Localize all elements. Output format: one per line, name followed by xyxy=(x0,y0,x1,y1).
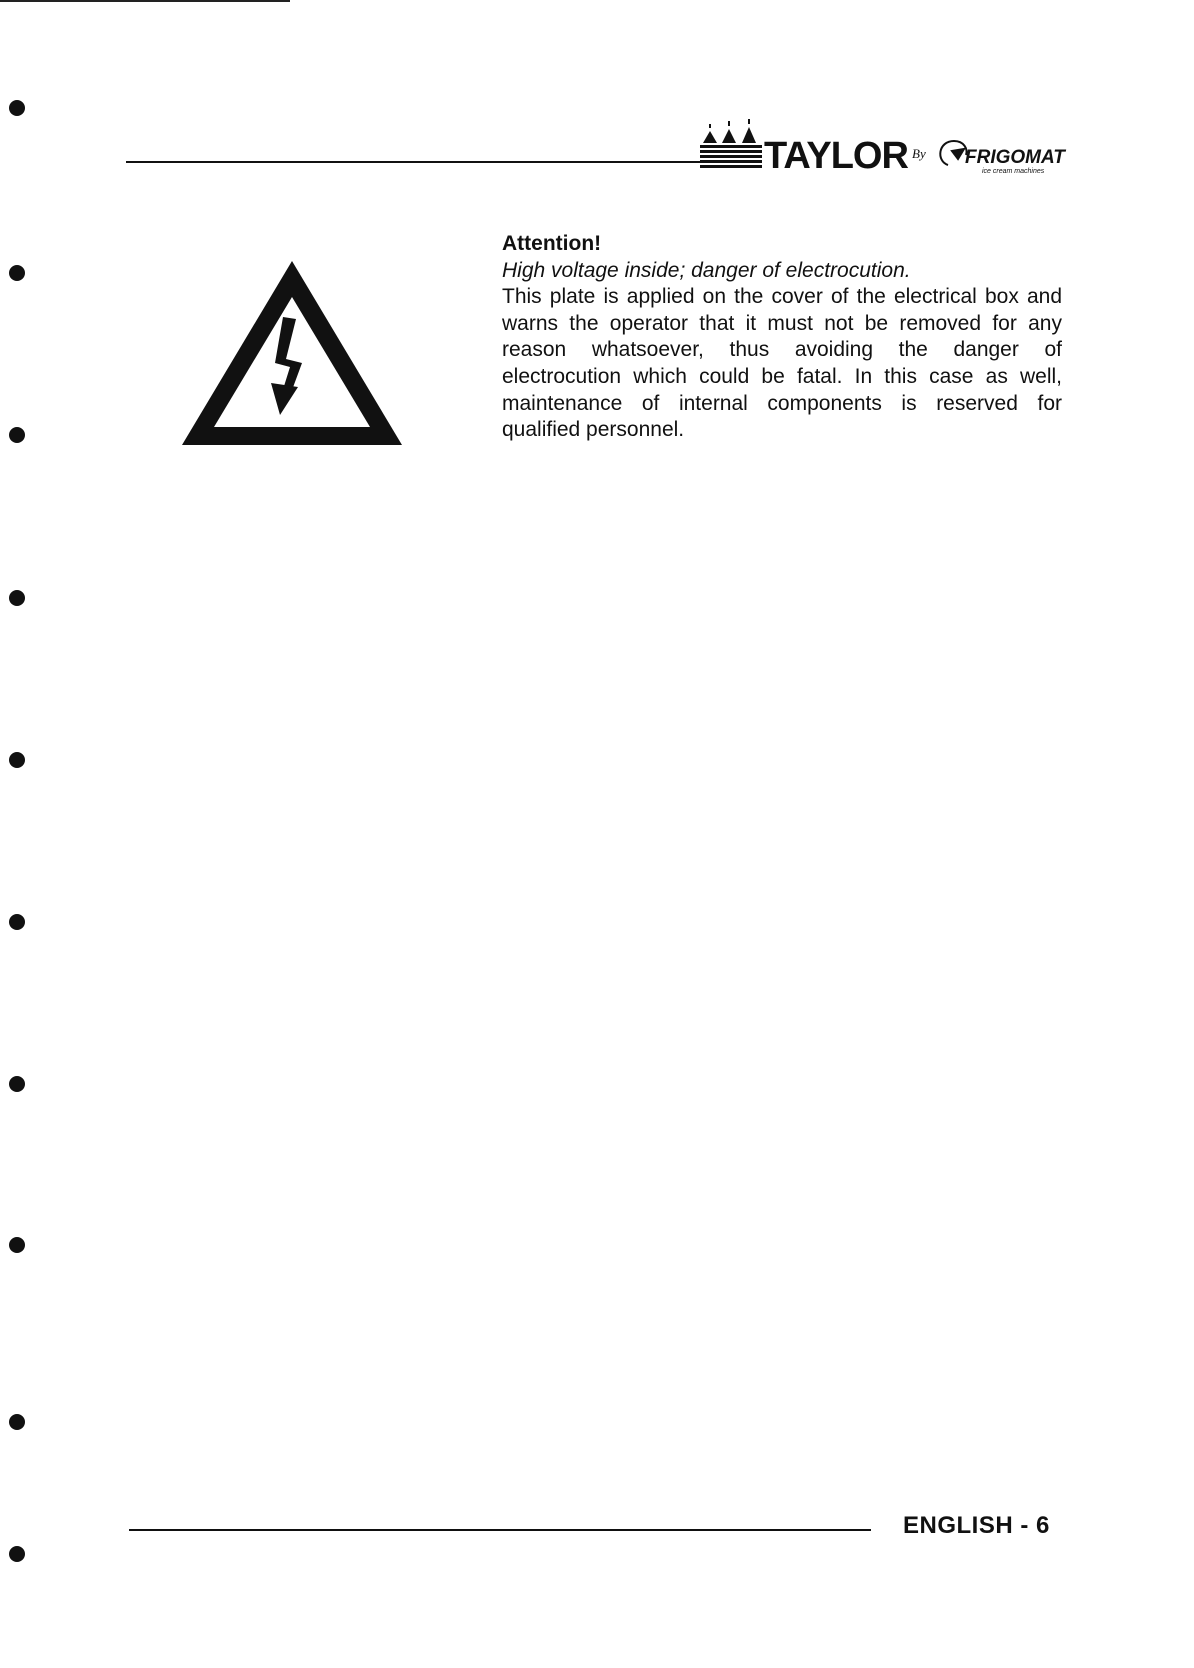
taylor-frigomat-logo xyxy=(700,115,1070,175)
notice-title: Attention! xyxy=(502,232,602,255)
logo-tagline: ice cream machines xyxy=(982,168,1045,175)
punch-hole xyxy=(9,914,25,930)
high-voltage-warning-icon xyxy=(180,255,405,450)
logo-partner: FRIGOMAT xyxy=(965,147,1065,168)
notice-body: This plate is applied on the cover of the electrical box and warns the operator that it must not be removed for any reason whatsoever, thus avoiding the danger of electrocution which could be fatal. In this case as well, maintenance of internal components is reserved for qualified personnel. xyxy=(502,285,1062,442)
punch-hole xyxy=(9,265,25,281)
logo-by: By xyxy=(912,146,926,161)
punch-hole xyxy=(9,1076,25,1092)
scan-edge-line xyxy=(0,0,290,2)
notice-subtitle: High voltage inside; danger of electrocution. xyxy=(502,258,911,282)
crown-icon xyxy=(700,119,762,168)
punch-hole xyxy=(9,590,25,606)
header-rule xyxy=(126,161,701,163)
punch-hole xyxy=(9,1237,25,1253)
frigomat-emblem-icon xyxy=(940,141,966,165)
punch-hole xyxy=(9,1414,25,1430)
punch-hole xyxy=(9,752,25,768)
punch-hole xyxy=(9,100,25,116)
page-number-label: ENGLISH - 6 xyxy=(903,1512,1050,1539)
footer-rule xyxy=(129,1529,871,1531)
logo-brand: TAYLOR xyxy=(764,135,908,175)
punch-hole xyxy=(9,427,25,443)
punch-hole xyxy=(9,1546,25,1562)
warning-notice xyxy=(502,231,1062,444)
